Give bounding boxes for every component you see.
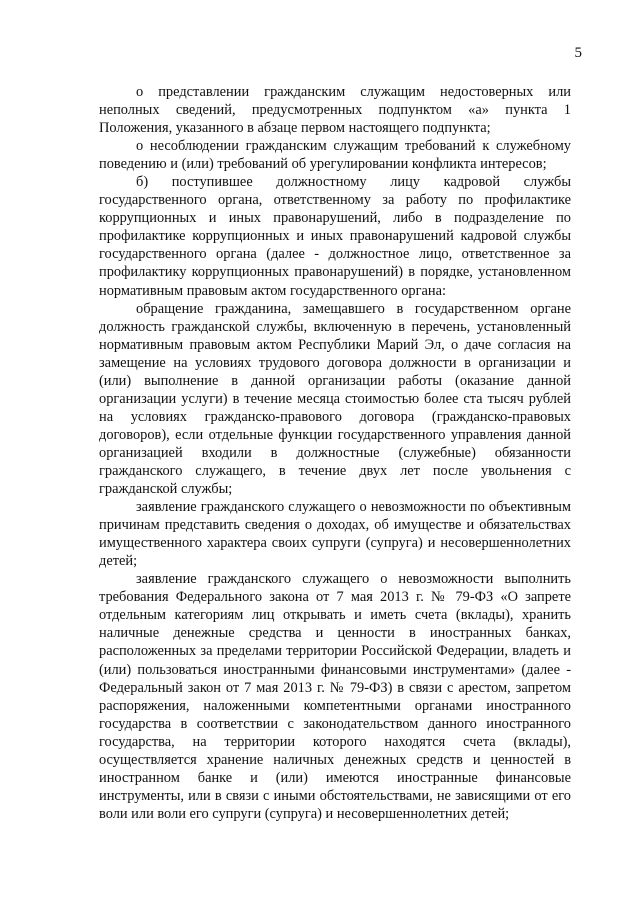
paragraph-misreported-income: о представлении гражданским служащим недостоверных или неполных сведений, предусмотренных подпунктом «а» пункта 1 Положения, указанного в абзаце первом настоящего подпункта; xyxy=(99,84,571,137)
paragraph-former-employee-request: обращение гражданина, замещавшего в государственном органе должность гражданской службы, включенную в перечень, установленный нормативным правовым актом Республики Марий Эл, о даче согласия на замещение на условиях трудового договора должности в организации и (или) выполнение в данной организации работы (оказание данной организации услуги) в течение месяца стоимостью более ста тысяч рублей на условиях гражданско-правового договора (гражданско-правовых договоров), если отдельные функции государственного управления данной организацией входили в должностные (служебные) обязанности гражданского служащего, в течение двух лет после увольнения с гражданской службы; xyxy=(99,300,571,498)
paragraph-family-income-statement: заявление гражданского служащего о невозможности по объективным причинам представить сведения о доходах, об имуществе и обязательствах имущественного характера своих супруги (супруга) и несовершеннолетних детей; xyxy=(99,499,571,570)
document-body xyxy=(99,83,571,823)
paragraph-conduct-violation: о несоблюдении гражданским служащим требований к служебному поведению и (или) требований об урегулировании конфликта интересов; xyxy=(99,138,571,173)
paragraph-received-by-hr-officer: б) поступившее должностному лицу кадровой службы государственного органа, ответственному за работу по профилактике коррупционных и иных правонарушений, либо в подразделение по профилактике коррупционных и иных правонарушений кадровой службы государственного органа (далее - должностное лицо, ответственное за профилактику коррупционных правонарушений) в порядке, установленном нормативным правовым актом государственного органа: xyxy=(99,174,571,299)
page-number: 5 xyxy=(574,45,582,61)
paragraph-foreign-accounts-statement: заявление гражданского служащего о невозможности выполнить требования Федерального закона от 7 мая 2013 г. № 79-ФЗ «О запрете отдельным категориям лиц открывать и иметь счета (вклады), хранить наличные денежные средства и ценности в иностранных банках, расположенных за пределами территории Российской Федерации, владеть и (или) пользоваться иностранными финансовыми инструментами» (далее - Федеральный закон от 7 мая 2013 г. № 79-ФЗ) в связи с арестом, запретом распоряжения, наложенными компетентными органами иностранного государства в соответствии с законодательством данного иностранного государства, на территории которого находятся счета (вклады), осуществляется хранение наличных денежных средств и ценностей в иностранном банке и (или) имеются иностранные финансовые инструменты, или в связи с иными обстоятельствами, не зависящими от его воли или воли его супруги (супруга) и несовершеннолетних детей; xyxy=(99,571,571,822)
